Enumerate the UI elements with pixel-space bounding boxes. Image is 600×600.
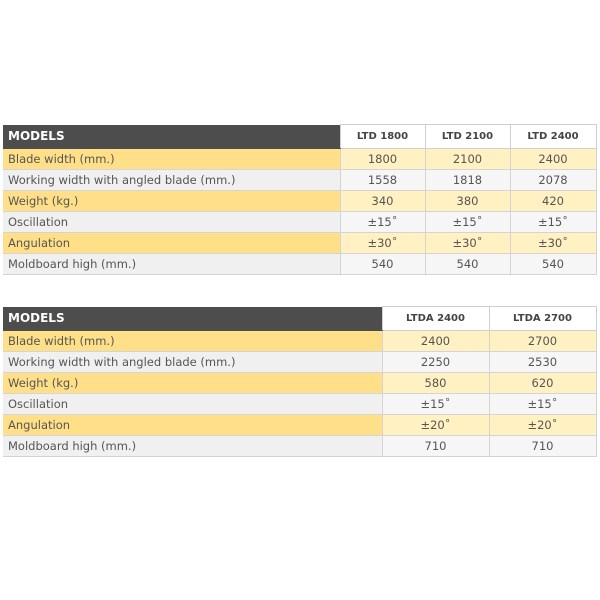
cell-value: ±30˚ xyxy=(425,233,510,254)
cell-value: ±30˚ xyxy=(340,233,425,254)
row-label: Moldboard high (mm.) xyxy=(3,436,382,457)
row-label: Working width with angled blade (mm.) xyxy=(3,170,340,191)
cell-value: 2100 xyxy=(425,149,510,170)
cell-value: 710 xyxy=(489,436,596,457)
cell-value: ±15˚ xyxy=(425,212,510,233)
row-label: Weight (kg.) xyxy=(3,373,382,394)
table-row xyxy=(3,331,596,352)
table-row xyxy=(3,233,596,254)
table-header-row xyxy=(3,307,596,331)
cell-value: ±30˚ xyxy=(510,233,596,254)
row-label: Blade width (mm.) xyxy=(3,149,340,170)
cell-value: 620 xyxy=(489,373,596,394)
row-label: Moldboard high (mm.) xyxy=(3,254,340,275)
table-row xyxy=(3,170,596,191)
cell-value: 1558 xyxy=(340,170,425,191)
spec-table-ltd xyxy=(3,124,597,275)
table-row xyxy=(3,436,596,457)
cell-value: ±15˚ xyxy=(510,212,596,233)
cell-value: ±15˚ xyxy=(382,394,489,415)
cell-value: ±20˚ xyxy=(489,415,596,436)
cell-value: 340 xyxy=(340,191,425,212)
cell-value: 2250 xyxy=(382,352,489,373)
table-row xyxy=(3,352,596,373)
cell-value: 1818 xyxy=(425,170,510,191)
cell-value: ±20˚ xyxy=(382,415,489,436)
row-label: Blade width (mm.) xyxy=(3,331,382,352)
row-label: Oscillation xyxy=(3,212,340,233)
cell-value: 540 xyxy=(340,254,425,275)
cell-value: 2400 xyxy=(510,149,596,170)
table-row xyxy=(3,254,596,275)
models-header: MODELS xyxy=(3,307,382,331)
row-label: Angulation xyxy=(3,233,340,254)
models-header: MODELS xyxy=(3,125,340,149)
model-ltd-2100: LTD 2100 xyxy=(425,125,510,149)
cell-value: 540 xyxy=(425,254,510,275)
row-label: Working width with angled blade (mm.) xyxy=(3,352,382,373)
model-ltd-2400: LTD 2400 xyxy=(510,125,596,149)
table-row xyxy=(3,149,596,170)
model-ltda-2700: LTDA 2700 xyxy=(489,307,596,331)
cell-value: 420 xyxy=(510,191,596,212)
cell-value: 540 xyxy=(510,254,596,275)
cell-value: 380 xyxy=(425,191,510,212)
table-header-row xyxy=(3,125,596,149)
cell-value: ±15˚ xyxy=(340,212,425,233)
table-row xyxy=(3,373,596,394)
row-label: Angulation xyxy=(3,415,382,436)
cell-value: 2400 xyxy=(382,331,489,352)
row-label: Weight (kg.) xyxy=(3,191,340,212)
model-ltda-2400: LTDA 2400 xyxy=(382,307,489,331)
spec-table-ltda xyxy=(3,306,597,457)
table-row xyxy=(3,394,596,415)
model-ltd-1800: LTD 1800 xyxy=(340,125,425,149)
cell-value: 2700 xyxy=(489,331,596,352)
table-row xyxy=(3,212,596,233)
row-label: Oscillation xyxy=(3,394,382,415)
table-row xyxy=(3,191,596,212)
cell-value: 1800 xyxy=(340,149,425,170)
cell-value: 710 xyxy=(382,436,489,457)
cell-value: 2078 xyxy=(510,170,596,191)
cell-value: 2530 xyxy=(489,352,596,373)
cell-value: ±15˚ xyxy=(489,394,596,415)
table-row xyxy=(3,415,596,436)
cell-value: 580 xyxy=(382,373,489,394)
